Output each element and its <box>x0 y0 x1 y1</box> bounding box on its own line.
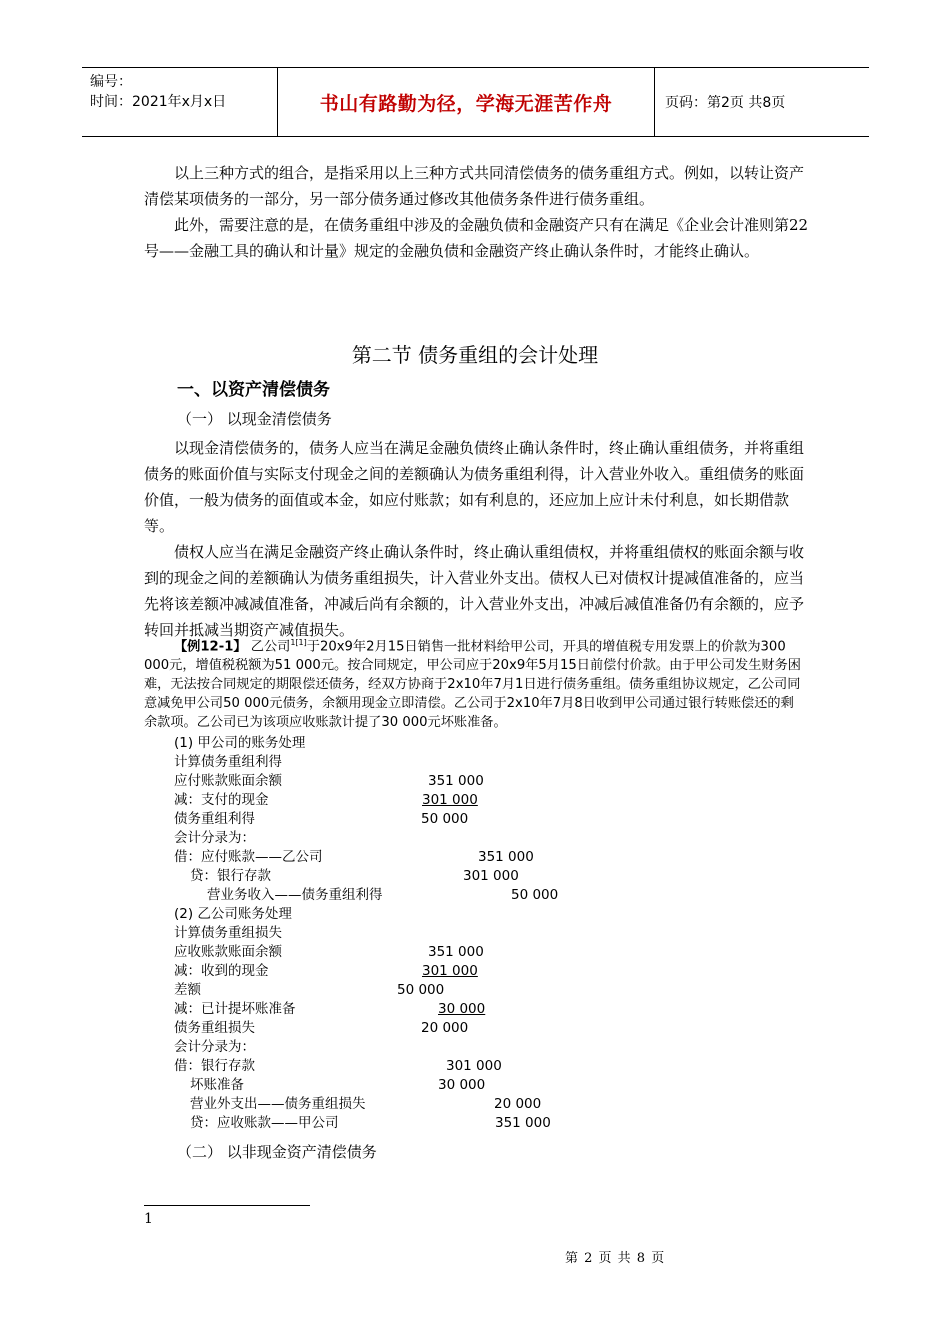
entry-a-credit2-value: 50 000 <box>511 887 559 903</box>
entry-b-r3-label: 差额 <box>174 982 201 998</box>
entry-b-debit2-label: 坏账准备 <box>190 1077 244 1093</box>
example-12-1 <box>144 633 804 732</box>
example-company: 乙公司 <box>250 639 291 655</box>
entry-b-r3-value: 50 000 <box>397 982 445 998</box>
header-number: 编号： <box>90 74 132 90</box>
entry-b-debit1-value: 301 000 <box>446 1058 502 1074</box>
heading-cash-settlement: （一） 以现金清偿债务 <box>177 410 332 428</box>
entry-a-debit-label: 借：应付账款——乙公司 <box>174 849 323 865</box>
entry-b-r2-label: 减：收到的现金 <box>174 963 269 979</box>
header-motto: 书山有路勤为径，学海无涯苦作舟 <box>278 68 655 136</box>
entry-b-r2-value: 301 000 <box>422 963 478 979</box>
header-meta <box>82 68 278 136</box>
entry-a-r1-value: 351 000 <box>428 773 484 789</box>
entry-b-debit3-value: 20 000 <box>494 1096 542 1112</box>
example-tag: 【例12-1】 <box>174 639 247 655</box>
paragraph-creditor: 债权人应当在满足金融资产终止确认条件时，终止确认重组债权，并将重组债权的账面余额与收到的现金之间的差额确认为债务重组损失，计入营业外支出。债权人已对债权计提减值准备的，应当先将该差额冲减减值准备，冲减后尚有余额的，计入营业外支出，冲减后减值准备仍有余额的，应予转回并抵减当期资产减值损失。 <box>144 543 805 639</box>
entry-b-calc: 计算债务重组损失 <box>174 925 282 941</box>
entry-b-r4-value: 30 000 <box>438 1001 486 1017</box>
footnote-number: 1 <box>144 1211 153 1227</box>
paragraph-note: 此外，需要注意的是，在债务重组中涉及的金融负债和金融资产只有在满足《企业会计准则第22号——金融工具的确认和计量》规定的金融负债和金融资产终止确认条件时，才能终止确认。 <box>144 216 809 260</box>
entry-b-r5-value: 20 000 <box>421 1020 469 1036</box>
entry-a-calc: 计算债务重组利得 <box>174 754 282 770</box>
entry-a-credit1-value: 301 000 <box>463 868 519 884</box>
entry-a-r1-label: 应付账款账面余额 <box>174 773 282 789</box>
header-time: 时间：2021年x月x日 <box>90 94 227 110</box>
heading-noncash-settlement: （二） 以非现金资产清偿债务 <box>177 1143 377 1161</box>
entry-a-r3-label: 债务重组利得 <box>174 811 255 827</box>
entry-a-r2-label: 减：支付的现金 <box>174 792 269 808</box>
entry-a-debit-value: 351 000 <box>478 849 534 865</box>
entry-b-r5-label: 债务重组损失 <box>174 1020 255 1036</box>
entry-b-r1-label: 应收账款账面余额 <box>174 944 282 960</box>
entry-b-credit-value: 351 000 <box>495 1115 551 1131</box>
entry-b-r4-label: 减：已计提坏账准备 <box>174 1001 296 1017</box>
page-header <box>82 67 869 137</box>
example-text: 于20x9年2月15日销售一批材料给甲公司，开具的增值税专用发票上的价款为300 000元，增值税税额为51 000元。按合同规定，甲公司应于20x9年5月15日前偿付价款。由于甲公司发生财务困难，无法按合同规定的期限偿还债务，经双方协商于2x10年7月1日进行债务重组。债务重组协议规定，乙公司同意减免甲公司50 000元债务，余额用现金立即清偿。乙公司于2x10年7月8日收到甲公司通过银行转账偿还的剩余款项。乙公司已为该项应收账款计提了30 000元坏账准备。 <box>144 639 801 731</box>
page-footer: 第 2 页 共 8 页 <box>565 1251 666 1266</box>
entry-b-debit1-label: 借：银行存款 <box>174 1058 255 1074</box>
entry-b-title: (2) 乙公司账务处理 <box>174 906 292 922</box>
section-title: 第二节 债务重组的会计处理 <box>351 343 599 367</box>
entry-b-debit3-label: 营业外支出——债务重组损失 <box>190 1096 366 1112</box>
header-page-label: 页码：第2页 共8页 <box>665 95 786 111</box>
entry-b-record: 会计分录为： <box>174 1039 255 1055</box>
entry-b-credit-label: 贷：应收账款——甲公司 <box>190 1115 339 1131</box>
entry-a-r2-value: 301 000 <box>422 792 478 808</box>
entry-a-record: 会计分录为： <box>174 830 255 846</box>
entry-a-credit2-label: 营业务收入——债务重组利得 <box>207 887 383 903</box>
paragraph-debtor: 以现金清偿债务的，债务人应当在满足金融负债终止确认条件时，终止确认重组债务，并将重组债务的账面价值与实际支付现金之间的差额确认为债务重组利得，计入营业外收入。重组债务的账面价值，一般为债务的面值或本金，如应付账款；如有利息的，还应加上应计未付利息，如长期借款等。 <box>144 439 805 535</box>
entry-a-r3-value: 50 000 <box>421 811 469 827</box>
footnote-ref[interactable]: 1[1] <box>290 638 307 647</box>
entry-a-title: (1) 甲公司的账务处理 <box>174 735 306 751</box>
paragraph-combination: 以上三种方式的组合，是指采用以上三种方式共同清偿债务的债务重组方式。例如，以转让资产清偿某项债务的一部分，另一部分债务通过修改其他债务条件进行债务重组。 <box>144 164 805 208</box>
entry-a-credit1-label: 贷：银行存款 <box>190 868 271 884</box>
entry-b-debit2-value: 30 000 <box>438 1077 486 1093</box>
heading-asset-settlement: 一、以资产清偿债务 <box>177 380 330 400</box>
entry-b-r1-value: 351 000 <box>428 944 484 960</box>
footnote-divider <box>144 1205 310 1206</box>
